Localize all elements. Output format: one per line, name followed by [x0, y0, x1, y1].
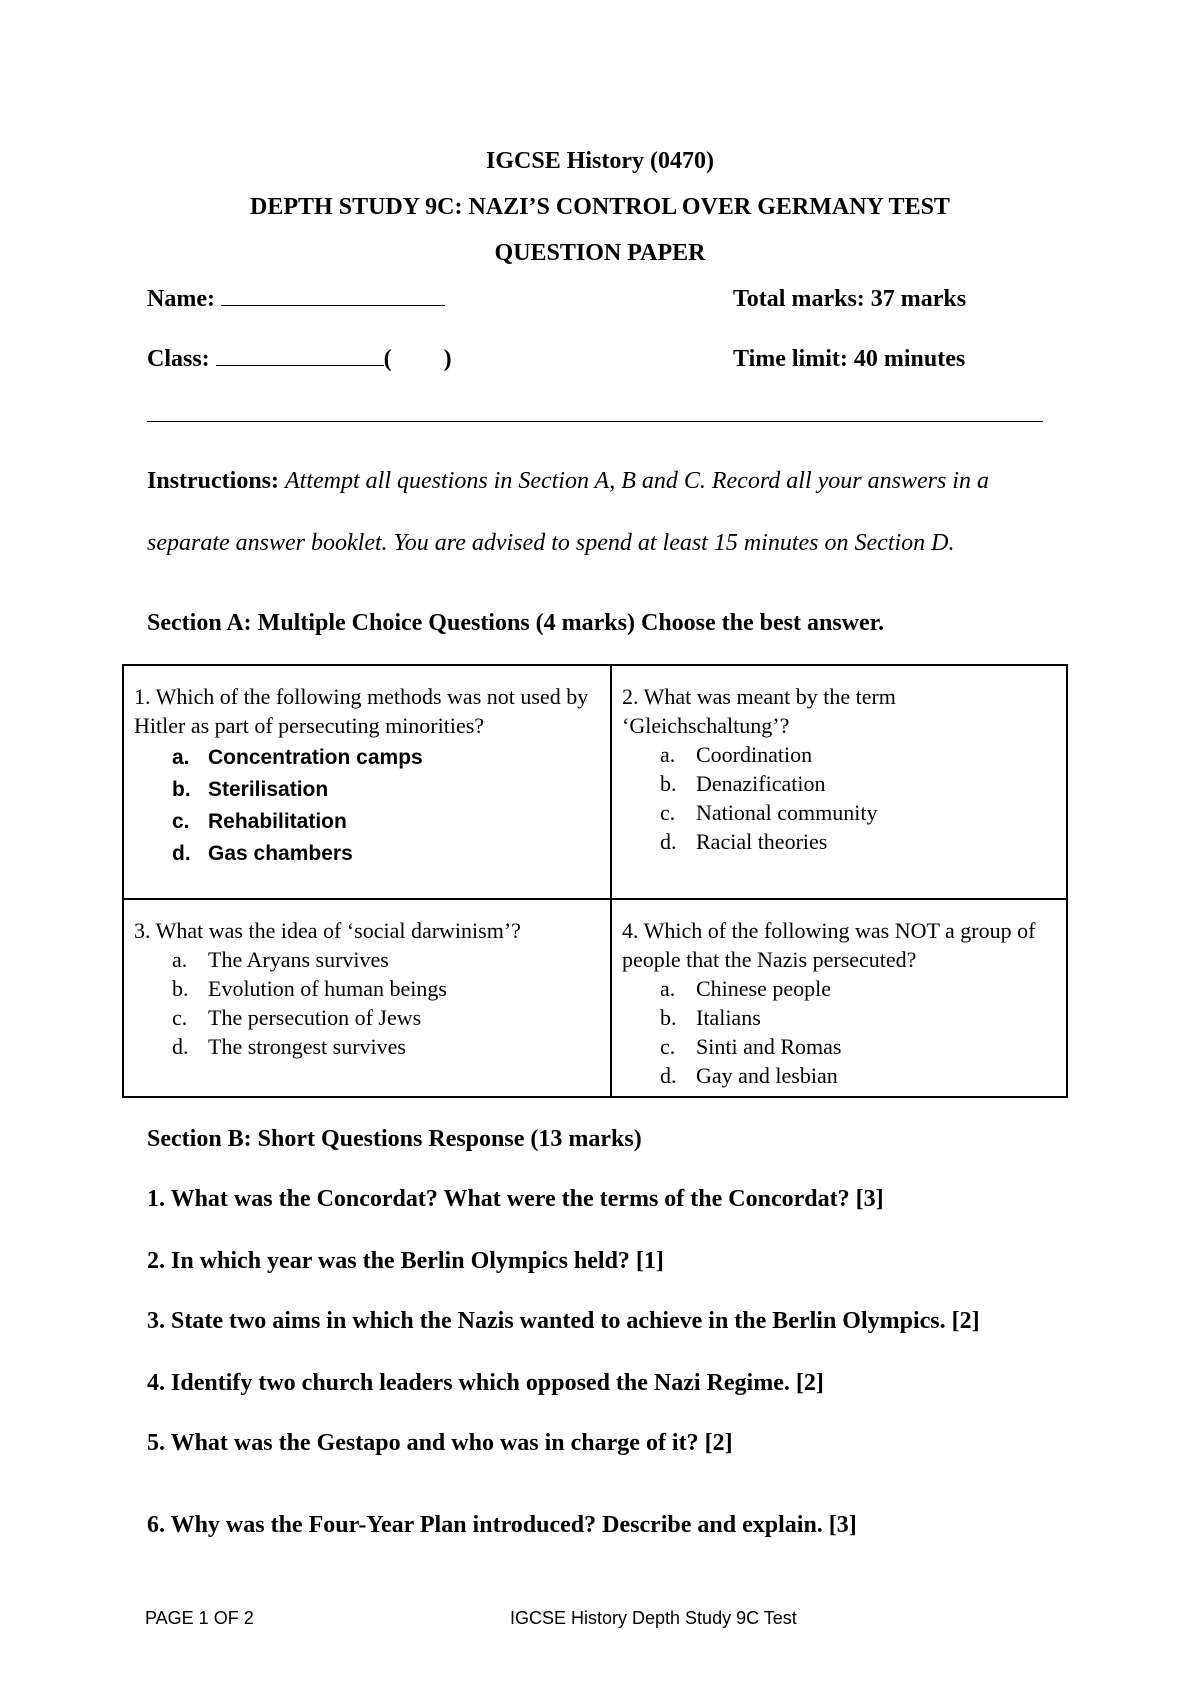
- option: d. The strongest survives: [172, 1034, 406, 1059]
- mcq-table: [122, 664, 1068, 1098]
- option: d. Racial theories: [660, 829, 828, 854]
- section-a-instruction: Choose the best answer.: [640, 610, 885, 636]
- option: a. Concentration camps: [172, 746, 423, 769]
- short-question-6: 6. Why was the Four-Year Plan introduced? Describe and explain. [3]: [147, 1512, 857, 1538]
- question-text: 4. Which of the following was NOT a group of people that the Nazis persecuted?: [622, 918, 1036, 972]
- short-question-5: 5. What was the Gestapo and who was in charge of it? [2]: [147, 1430, 733, 1456]
- option: c. National community: [660, 800, 878, 825]
- section-b-heading: Section B: Short Questions Response (13 marks): [147, 1126, 642, 1152]
- short-question-1: 1. What was the Concordat? What were the terms of the Concordat? [3]: [147, 1186, 884, 1212]
- instructions: [147, 450, 1067, 574]
- option: a. The Aryans survives: [172, 947, 389, 972]
- paper-subtitle: QUESTION PAPER: [494, 240, 706, 266]
- test-title: DEPTH STUDY 9C: NAZI’S CONTROL OVER GERMANY TEST: [250, 194, 950, 220]
- total-marks: Total marks: 37 marks: [733, 286, 967, 312]
- class-field: [147, 346, 452, 373]
- option: d. Gay and lesbian: [660, 1063, 838, 1088]
- mcq-question-1: [123, 665, 611, 899]
- class-paren-close: ): [443, 346, 452, 372]
- option: b. Sterilisation: [172, 778, 329, 801]
- class-label: Class:: [147, 346, 210, 372]
- option: c. Rehabilitation: [172, 810, 347, 833]
- short-question-3: 3. State two aims in which the Nazis wanted to achieve in the Berlin Olympics. [2]: [147, 1308, 980, 1334]
- question-text: 1. Which of the following methods was not used by Hitler as part of persecuting minorities?: [134, 684, 589, 738]
- footer-page-number: PAGE 1 OF 2: [145, 1608, 254, 1628]
- mcq-question-3: [123, 899, 611, 1097]
- course-title: IGCSE History (0470): [486, 148, 714, 174]
- mcq-question-2: [611, 665, 1067, 899]
- section-a-heading: [147, 610, 884, 637]
- time-limit: Time limit: 40 minutes: [733, 346, 966, 372]
- instructions-label: Instructions:: [147, 468, 280, 494]
- name-field: [147, 286, 445, 313]
- short-question-2: 2. In which year was the Berlin Olympics held? [1]: [147, 1248, 664, 1274]
- mcq-question-4: [611, 899, 1067, 1097]
- option: a. Chinese people: [660, 976, 832, 1001]
- question-text: 2. What was meant by the term ‘Gleichschaltung’?: [622, 684, 896, 738]
- option: b. Denazification: [660, 771, 826, 796]
- name-label: Name:: [147, 286, 215, 312]
- option: c. Sinti and Romas: [660, 1034, 842, 1059]
- option: c. The persecution of Jews: [172, 1005, 422, 1030]
- instructions-text: Attempt all questions in Section A, B and C. Record all your answers in a separate answer booklet. You are advised to spend at least 15 minutes on Section D.: [147, 468, 989, 556]
- option: a. Coordination: [660, 742, 813, 767]
- option: b. Evolution of human beings: [172, 976, 447, 1001]
- name-blank: [221, 305, 445, 306]
- option: b. Italians: [660, 1005, 761, 1030]
- class-blank: [216, 365, 384, 366]
- footer-document-title: IGCSE History Depth Study 9C Test: [510, 1608, 797, 1628]
- question-text: 3. What was the idea of ‘social darwinism’?: [134, 918, 521, 943]
- header-divider: [147, 421, 1043, 422]
- class-paren-open: (: [383, 346, 392, 372]
- short-question-4: 4. Identify two church leaders which opposed the Nazi Regime. [2]: [147, 1370, 824, 1396]
- section-a-title: Section A: Multiple Choice Questions (4 marks): [147, 610, 635, 636]
- option: d. Gas chambers: [172, 842, 353, 865]
